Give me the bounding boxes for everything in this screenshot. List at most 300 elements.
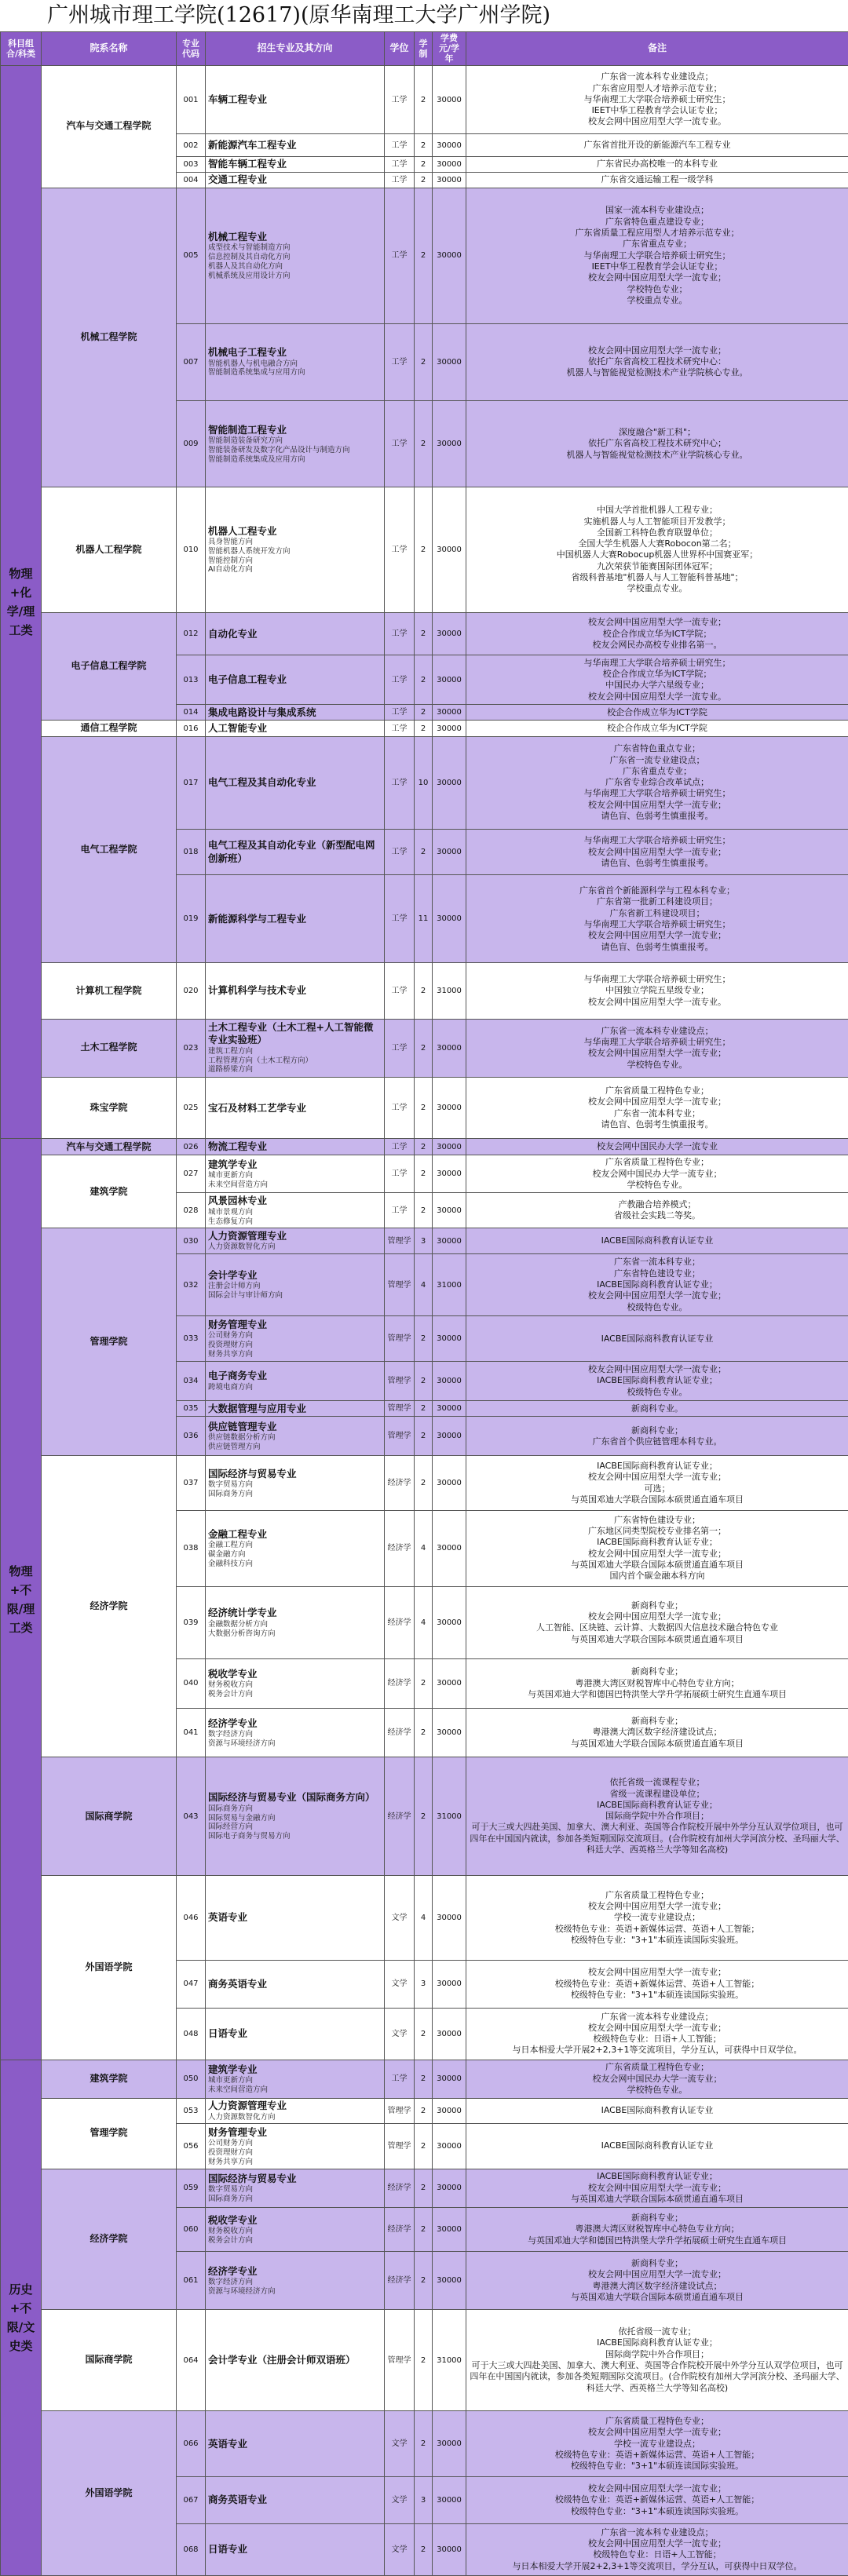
notes-cell <box>466 1757 848 1876</box>
major-direction: 未来空间营造方向 <box>208 1180 269 1190</box>
tuition-fee: 30000 <box>433 134 466 156</box>
note-line: 校友会网中国民办大学一流专业； <box>592 2073 722 2084</box>
major-direction: 成型技术与智能制造方向 <box>208 243 291 253</box>
category-cell: 历史+不限/文史类 <box>1 2060 42 2575</box>
major-name: 国际经济与贸易专业 <box>208 2172 297 2184</box>
degree: 管理学 <box>385 2309 415 2411</box>
note-line: 与华南理工大学联合培养硕士研究生； <box>583 657 731 668</box>
note-line: 请色盲、色弱考生慎重报考。 <box>601 857 714 868</box>
years: 4 <box>415 1253 433 1316</box>
note-line: 校级特色专业："3+1"本硕连读国际实验班。 <box>570 2505 744 2516</box>
degree: 经济学 <box>385 1456 415 1510</box>
major-code: 023 <box>177 1019 206 1077</box>
note-line: 校友会网中国应用型大学一流专业； <box>588 2269 726 2280</box>
header-code: 专业代码 <box>177 32 206 66</box>
college-name: 计算机工程学院 <box>42 963 177 1019</box>
notes-cell <box>466 1401 848 1417</box>
years: 3 <box>415 1228 433 1254</box>
major-code: 019 <box>177 875 206 963</box>
note-line: 全国新工科特色教育联盟单位； <box>597 527 718 538</box>
note-line: 校友会网中国应用型大学一流专业； <box>588 1548 726 1559</box>
degree: 工学 <box>385 612 415 655</box>
years: 2 <box>415 2098 433 2124</box>
notes-cell <box>466 705 848 721</box>
major-direction: 供应链数据分析方向 <box>208 1433 276 1443</box>
tuition-fee: 30000 <box>433 612 466 655</box>
major-name: 国际经济与贸易专业 <box>208 1467 297 1480</box>
note-line: 校企合作成立华为ICT学院； <box>602 628 712 639</box>
major-name: 电气工程及其自动化专业（新型配电网创新班） <box>208 839 375 864</box>
major-cell <box>206 2523 385 2575</box>
tuition-fee: 30000 <box>433 705 466 721</box>
note-line: 广东省首个供应链管理本科专业。 <box>592 1436 722 1447</box>
years: 2 <box>415 156 433 172</box>
major-cell <box>206 1757 385 1876</box>
major-name: 日语专业 <box>208 2027 248 2039</box>
note-line: 广东省首个新能源科学与工程本科专业； <box>579 885 735 896</box>
major-cell <box>206 1361 385 1400</box>
major-name: 集成电路设计与集成系统 <box>208 706 316 718</box>
note-line: 中国独立学院五星级专业； <box>605 985 709 996</box>
major-cell <box>206 1078 385 1139</box>
major-cell <box>206 1019 385 1077</box>
major-name: 土木工程专业（土木工程+人工智能微专业实验班） <box>208 1021 374 1046</box>
major-cell <box>206 1658 385 1708</box>
tuition-fee: 30000 <box>433 1401 466 1417</box>
major-cell <box>206 134 385 156</box>
major-cell <box>206 2169 385 2207</box>
notes-cell <box>466 1586 848 1658</box>
major-cell <box>206 1155 385 1193</box>
table-body <box>1 65 848 2575</box>
major-code: 020 <box>177 963 206 1019</box>
years: 2 <box>415 1193 433 1228</box>
major-name: 机械工程专业 <box>208 230 268 243</box>
note-line: 学校一流专业建设点； <box>614 1912 700 1923</box>
major-name: 智能制造工程专业 <box>208 423 287 436</box>
major-name: 商务英语专业 <box>208 1977 268 1990</box>
college-name: 国际商学院 <box>42 2309 177 2411</box>
note-line: 中国民办大学六星级专业； <box>605 680 709 691</box>
major-direction: 城市更新方向 <box>208 2075 254 2085</box>
note-line: 中国机器人大赛Robocup机器人世界杯中国赛亚军； <box>556 549 758 560</box>
notes-cell <box>466 2309 848 2411</box>
major-name: 建筑学专业 <box>208 1158 258 1170</box>
degree: 文学 <box>385 2008 415 2060</box>
years: 2 <box>415 1155 433 1193</box>
table-row <box>1 721 848 736</box>
tuition-fee: 30000 <box>433 172 466 188</box>
major-cell <box>206 2098 385 2124</box>
notes-cell <box>466 1361 848 1400</box>
years: 3 <box>415 2477 433 2524</box>
major-cell <box>206 1417 385 1456</box>
major-name: 电子信息工程专业 <box>208 673 287 686</box>
major-direction: 生态修复方向 <box>208 1217 254 1226</box>
degree: 管理学 <box>385 1361 415 1400</box>
degree: 工学 <box>385 655 415 705</box>
notes-cell <box>466 2060 848 2098</box>
note-line: 新商科专业。 <box>631 1403 683 1414</box>
years: 2 <box>415 188 433 323</box>
note-line: 产教融合培养模式； <box>618 1199 696 1210</box>
note-line: 与华南理工大学联合培养硕士研究生； <box>583 918 731 929</box>
major-cell <box>206 829 385 875</box>
major-cell <box>206 156 385 172</box>
note-line: 广东省专业综合改革试点； <box>605 777 709 788</box>
degree: 工学 <box>385 829 415 875</box>
note-line: 广东省质量工程应用型人才培养示范专业； <box>575 228 740 239</box>
note-line: 粤港澳大湾区财税智库中心特色专业方向； <box>575 1677 740 1688</box>
notes-cell <box>466 2124 848 2169</box>
tuition-fee: 30000 <box>433 875 466 963</box>
major-cell <box>206 1401 385 1417</box>
major-cell <box>206 2309 385 2411</box>
header-years: 学制 <box>415 32 433 66</box>
major-cell <box>206 2060 385 2098</box>
tuition-fee: 30000 <box>433 1960 466 2008</box>
major-cell <box>206 1193 385 1228</box>
degree: 工学 <box>385 963 415 1019</box>
note-line: 新商科专业； <box>631 2257 683 2268</box>
header-degree: 学位 <box>385 32 415 66</box>
major-direction: 国际电子商务与贸易方向 <box>208 1832 291 1841</box>
tuition-fee: 30000 <box>433 2207 466 2252</box>
degree: 工学 <box>385 875 415 963</box>
degree: 文学 <box>385 2477 415 2524</box>
tuition-fee: 30000 <box>433 1417 466 1456</box>
tuition-fee: 31000 <box>433 963 466 1019</box>
tuition-fee: 30000 <box>433 401 466 487</box>
notes-cell <box>466 1658 848 1708</box>
major-cell <box>206 705 385 721</box>
major-cell <box>206 487 385 612</box>
major-name: 税收学专业 <box>208 1667 258 1680</box>
major-name: 电气工程及其自动化专业 <box>208 776 316 789</box>
major-name: 电子商务专业 <box>208 1370 268 1382</box>
tuition-fee: 30000 <box>433 2523 466 2575</box>
notes-cell <box>466 1078 848 1139</box>
note-line: 与日本相爱大学开展2+2,3+1等交流项目，学分互认，可获得中日双学位。 <box>512 2560 802 2571</box>
notes-cell <box>466 2169 848 2207</box>
note-line: 广东省一流专业建设点； <box>609 754 705 765</box>
major-direction: 金融工程方向 <box>208 1541 254 1549</box>
major-code: 048 <box>177 2008 206 2060</box>
note-line: 校级特色专业："3+1"本硕连读国际实验班。 <box>570 1935 744 1945</box>
note-line: 人工智能、区块链、云计算、大数据四大信息技术融合特色专业 <box>536 1622 778 1633</box>
major-cell <box>206 1139 385 1155</box>
major-code: 067 <box>177 2477 206 2524</box>
table-row <box>1 963 848 1019</box>
note-line: 广东省一流本科专业建设点； <box>601 1025 714 1036</box>
degree: 工学 <box>385 705 415 721</box>
note-line: 与英国邓迪大学联合国际本硕贯通直通车项目 <box>571 2193 744 2204</box>
major-direction: 资源与环境经济方向 <box>208 2286 276 2296</box>
note-line: 粤港澳大湾区数字经济建设试点； <box>592 2280 722 2291</box>
major-code: 001 <box>177 65 206 134</box>
note-line: 与英国邓迪大学联合国际本硕贯通直通车项目 <box>571 1559 744 1570</box>
college-name: 电子信息工程学院 <box>42 612 177 721</box>
degree: 管理学 <box>385 2124 415 2169</box>
college-name: 经济学院 <box>42 1456 177 1757</box>
note-line: 广东省民办高校唯一的本科专业 <box>597 159 718 170</box>
major-direction: 国际商务方向 <box>208 1804 254 1813</box>
page-title: 广州城市理工学院(12617)(原华南理工大学广州学院) <box>47 3 551 27</box>
college-name: 土木工程学院 <box>42 1019 177 1077</box>
years: 2 <box>415 2008 433 2060</box>
notes-cell <box>466 323 848 400</box>
degree: 工学 <box>385 721 415 736</box>
major-code: 066 <box>177 2411 206 2477</box>
major-direction: 人力资源数智化方向 <box>208 1242 276 1252</box>
major-cell <box>206 1228 385 1254</box>
note-line: 国家一流本科专业建设点； <box>605 205 709 216</box>
note-line: IACBE国际商科教育认证专业 <box>601 2105 714 2116</box>
tuition-fee: 30000 <box>433 1510 466 1586</box>
major-cell <box>206 1708 385 1757</box>
college-name: 通信工程学院 <box>42 721 177 736</box>
degree: 经济学 <box>385 2252 415 2309</box>
major-cell <box>206 401 385 487</box>
note-line: 校友会网中国应用型大学一流专业； <box>588 345 726 356</box>
major-cell <box>206 2207 385 2252</box>
notes-cell <box>466 736 848 829</box>
major-code: 017 <box>177 736 206 829</box>
note-line: 校友会网中国应用型大学一流专业； <box>588 2538 726 2549</box>
notes-cell <box>466 963 848 1019</box>
major-direction: 财务共享方向 <box>208 2157 254 2166</box>
table-row <box>1 1228 848 1254</box>
note-line: 校友会网中国应用型大学一流专业； <box>588 846 726 857</box>
note-line: 校友会网中国应用型大学一流专业； <box>588 1967 726 1978</box>
tuition-fee: 30000 <box>433 188 466 323</box>
major-code: 038 <box>177 1510 206 1586</box>
note-line: 可选； <box>644 1483 671 1494</box>
degree: 工学 <box>385 172 415 188</box>
major-code: 043 <box>177 1757 206 1876</box>
tuition-fee: 30000 <box>433 1228 466 1254</box>
table-row <box>1 1456 848 1510</box>
major-name: 宝石及材料工艺学专业 <box>208 1101 307 1114</box>
note-line: 校友会网中国应用型大学一流专业； <box>588 1901 726 1912</box>
major-name: 智能车辆工程专业 <box>208 158 287 170</box>
years: 2 <box>415 2124 433 2169</box>
major-code: 033 <box>177 1316 206 1361</box>
note-line: 依托省级一流课程专业； <box>609 1777 705 1788</box>
degree: 工学 <box>385 2060 415 2098</box>
major-cell <box>206 721 385 736</box>
note-line: 新商科专业； <box>631 2213 683 2224</box>
college-name: 管理学院 <box>42 1228 177 1456</box>
note-line: 校友会网中国民办大学一流专业 <box>597 1141 718 1152</box>
major-code: 025 <box>177 1078 206 1139</box>
notes-cell <box>466 1316 848 1361</box>
notes-cell <box>466 1417 848 1456</box>
table-row <box>1 2169 848 2207</box>
college-name: 外国语学院 <box>42 2411 177 2576</box>
notes-cell <box>466 1019 848 1077</box>
note-line: 依托广东省高校工程技术研究中心； <box>588 438 726 449</box>
major-direction: 公司财务方向 <box>208 1330 254 1340</box>
years: 2 <box>415 401 433 487</box>
major-code: 007 <box>177 323 206 400</box>
years: 2 <box>415 1757 433 1876</box>
note-line: 广东省交通运输工程一级学科 <box>601 174 714 185</box>
years: 2 <box>415 2169 433 2207</box>
note-line: 中国大学首批机器人工程专业； <box>597 505 718 516</box>
notes-cell <box>466 1510 848 1586</box>
degree: 经济学 <box>385 1757 415 1876</box>
major-direction: 数字经济方向 <box>208 1729 254 1739</box>
major-cell <box>206 2008 385 2060</box>
notes-cell <box>466 2008 848 2060</box>
major-code: 037 <box>177 1456 206 1510</box>
degree: 经济学 <box>385 2207 415 2252</box>
major-direction: 国际商务方向 <box>208 2194 254 2203</box>
major-direction: 金融科技方向 <box>208 1559 254 1568</box>
major-code: 016 <box>177 721 206 736</box>
college-name: 汽车与交通工程学院 <box>42 1139 177 1155</box>
tuition-fee: 30000 <box>433 1078 466 1139</box>
major-direction: 注册会计师方向 <box>208 1282 261 1291</box>
note-line: 广东省质量工程特色专业； <box>605 1157 709 1168</box>
major-code: 002 <box>177 134 206 156</box>
years: 2 <box>415 65 433 134</box>
years: 2 <box>415 1456 433 1510</box>
note-line: 广东省应用型人才培养示范专业； <box>592 82 722 93</box>
degree: 文学 <box>385 2523 415 2575</box>
major-cell <box>206 736 385 829</box>
note-line: IACBE国际商科教育认证专业； <box>597 1279 718 1290</box>
header-row <box>1 32 848 66</box>
major-code: 009 <box>177 401 206 487</box>
major-name: 供应链管理专业 <box>208 1420 277 1432</box>
note-line: 学校一流专业建设点； <box>614 2438 700 2449</box>
degree: 管理学 <box>385 1417 415 1456</box>
major-cell <box>206 1586 385 1658</box>
major-code: 041 <box>177 1708 206 1757</box>
major-code: 004 <box>177 172 206 188</box>
note-line: 广东省质量工程特色专业； <box>605 2416 709 2426</box>
note-line: 广东省特色重点建设专业； <box>605 216 709 227</box>
note-line: 与日本相爱大学开展2+2,3+1等交流项目，学分互认，可获得中日双学位。 <box>512 2045 802 2056</box>
note-line: 与华南理工大学联合培养硕士研究生； <box>583 93 731 104</box>
note-line: 校友会网中国应用型大学一流专业； <box>588 1611 726 1622</box>
major-code: 053 <box>177 2098 206 2124</box>
degree: 工学 <box>385 65 415 134</box>
note-line: 广东省质量工程特色专业； <box>605 1889 709 1900</box>
tuition-fee: 30000 <box>433 156 466 172</box>
note-line: 校级特色专业：英语+新媒体运营、英语+人工智能； <box>554 2449 760 2460</box>
major-direction: 城市更新方向 <box>208 1171 254 1180</box>
category-cell: 物理+化学/理工类 <box>1 65 42 1139</box>
note-line: 广东省第一批新工科建设项目； <box>597 896 718 907</box>
note-line: 校友会网中国应用型大学一流专业； <box>588 1096 726 1107</box>
major-name: 人工智能专业 <box>208 721 268 734</box>
notes-cell <box>466 2477 848 2524</box>
major-direction: 道路桥梁方向 <box>208 1065 254 1075</box>
major-name: 金融工程专业 <box>208 1527 268 1540</box>
tuition-fee: 30000 <box>433 1193 466 1228</box>
note-line: IACBE国际商科教育认证专业； <box>597 1375 718 1386</box>
table-row <box>1 2411 848 2477</box>
years: 11 <box>415 875 433 963</box>
major-cell <box>206 172 385 188</box>
years: 2 <box>415 323 433 400</box>
note-line: IEET中华工程教育学会认证专业； <box>591 105 723 116</box>
college-name: 管理学院 <box>42 2098 177 2169</box>
note-line: 与英国邓迪大学和德国巴特洪堡大学升学拓展硕士研究生直通车项目 <box>528 1688 787 1699</box>
major-direction: AI自动化方向 <box>208 565 253 575</box>
tuition-fee: 31000 <box>433 1757 466 1876</box>
major-name: 风景园林专业 <box>208 1195 268 1207</box>
note-line: 新商科专业； <box>631 1666 683 1677</box>
header-fee: 学费元/学年 <box>433 32 466 66</box>
note-line: 校友会网中国应用型大学一流专业； <box>588 930 726 941</box>
major-direction: 跨境电商方向 <box>208 1382 254 1392</box>
major-code: 034 <box>177 1361 206 1400</box>
tuition-fee: 30000 <box>433 2008 466 2060</box>
notes-cell <box>466 1139 848 1155</box>
major-direction: 智能制造系统集成及应用方向 <box>208 454 305 464</box>
note-line: 请色盲、色弱考生慎重报考。 <box>601 1119 714 1130</box>
major-code: 005 <box>177 188 206 323</box>
tuition-fee: 30000 <box>433 736 466 829</box>
note-line: 广东省质量工程特色专业； <box>605 1085 709 1096</box>
major-code: 010 <box>177 487 206 612</box>
years: 2 <box>415 2309 433 2411</box>
major-cell <box>206 1456 385 1510</box>
note-line: 依托省级一流专业； <box>618 2326 696 2337</box>
note-line: 粤港澳大湾区财税智库中心特色专业方向； <box>575 2224 740 2235</box>
note-line: 校级特色专业："3+1"本硕连读国际实验班。 <box>570 1989 744 2000</box>
note-line: 广东省一流本科专业建设点； <box>601 2011 714 2022</box>
major-direction: 数字经济方向 <box>208 2277 254 2286</box>
note-line: 新商科专业； <box>631 1716 683 1727</box>
degree: 工学 <box>385 1078 415 1139</box>
major-name: 人力资源管理专业 <box>208 2100 287 2112</box>
major-code: 039 <box>177 1586 206 1658</box>
years: 2 <box>415 134 433 156</box>
major-code: 032 <box>177 1253 206 1316</box>
years: 2 <box>415 2252 433 2309</box>
note-line: IEET中华工程教育学会认证专业； <box>591 261 723 272</box>
major-name: 新能源科学与工程专业 <box>208 912 307 925</box>
major-direction: 数字贸易方向 <box>208 1480 254 1489</box>
major-cell <box>206 1316 385 1361</box>
tuition-fee: 30000 <box>433 2060 466 2098</box>
years: 10 <box>415 736 433 829</box>
major-cell <box>206 2411 385 2477</box>
college-name: 汽车与交通工程学院 <box>42 65 177 188</box>
major-direction: 财务税收方向 <box>208 2226 254 2235</box>
header-notes: 备注 <box>466 32 848 66</box>
note-line: IACBE国际商科教育认证专业； <box>597 2337 718 2348</box>
major-direction: 国际商务方向 <box>208 1489 254 1498</box>
major-cell <box>206 188 385 323</box>
note-line: 国内首个碳金融本科方向 <box>609 1571 705 1582</box>
note-line: 广东省首批开设的新能源汽车工程专业 <box>583 139 731 150</box>
major-code: 003 <box>177 156 206 172</box>
notes-cell <box>466 612 848 655</box>
years: 2 <box>415 2411 433 2477</box>
note-line: 学校特色专业。 <box>627 2084 688 2095</box>
major-direction: 税务会计方向 <box>208 1689 254 1698</box>
note-line: 与华南理工大学联合培养硕士研究生； <box>583 1036 731 1047</box>
note-line: 与英国邓迪大学联合国际本硕贯通直通车项目 <box>571 2291 744 2302</box>
major-cell <box>206 2477 385 2524</box>
major-code: 064 <box>177 2309 206 2411</box>
